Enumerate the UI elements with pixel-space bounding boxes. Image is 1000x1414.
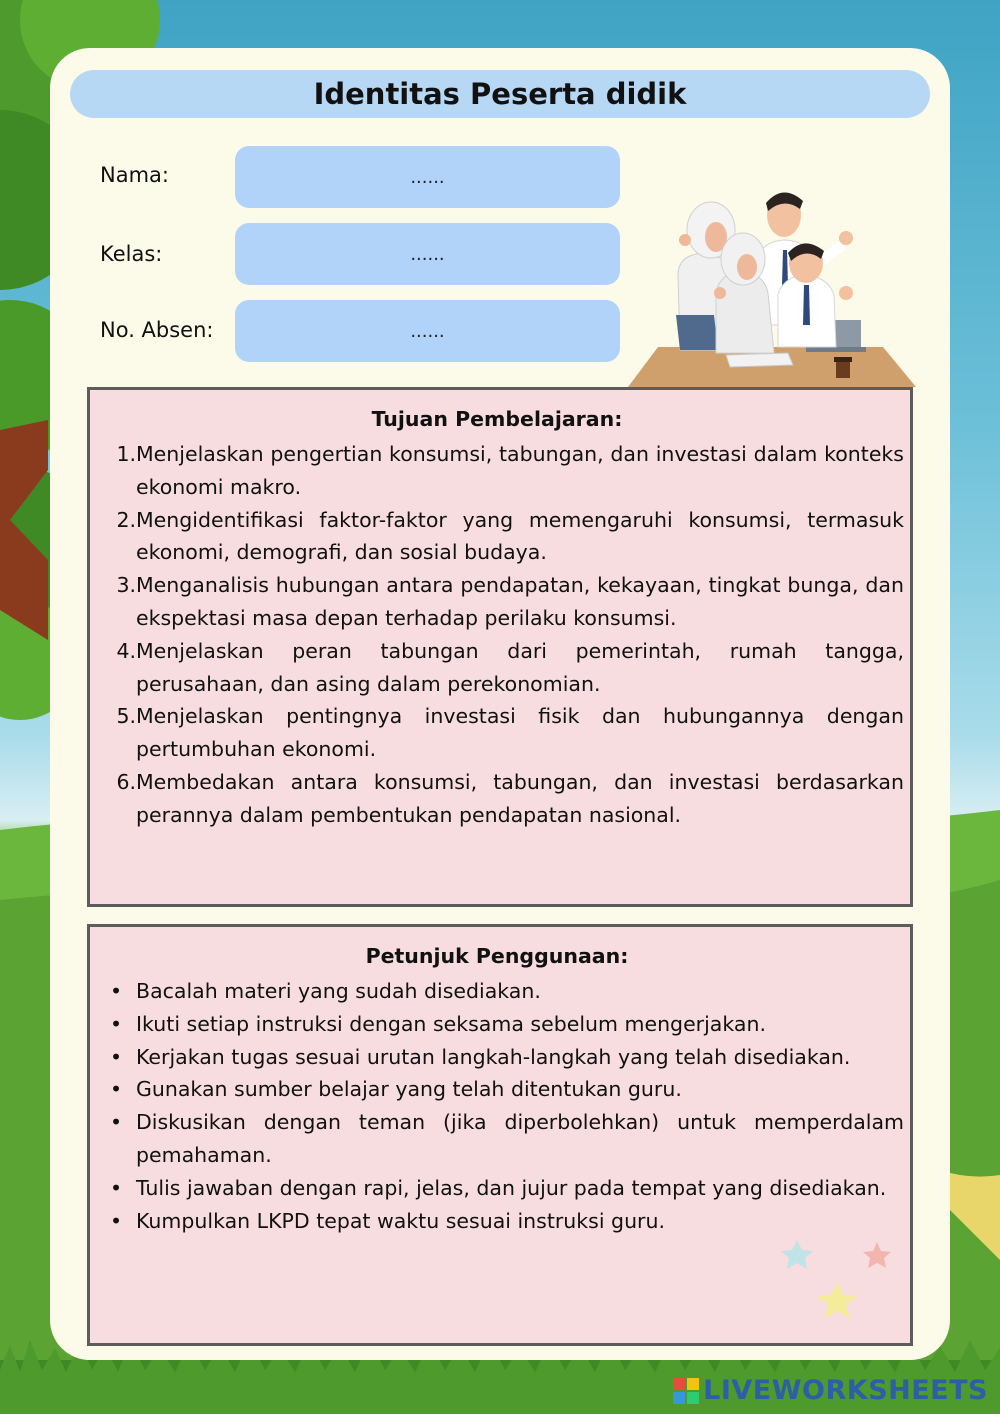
list-item: • Diskusikan dengan teman (jika diperbolehkan) untuk memperdalam pemahaman. <box>90 1106 904 1172</box>
bullet-icon: • <box>110 1208 123 1233</box>
field-label-absen: No. Absen: <box>100 318 214 342</box>
list-item: 3. Menganalisis hubungan antara pendapatan, kekayaan, tingkat bunga, dan ekspektasi masa depan terhadap perilaku konsumsi. <box>116 573 904 630</box>
list-item: • Tulis jawaban dengan rapi, jelas, dan jujur pada tempat yang disediakan. <box>90 1172 904 1205</box>
liveworksheets-logo-icon <box>673 1378 699 1404</box>
learning-goals-title: Tujuan Pembelajaran: <box>371 407 623 431</box>
brand-name: LIVEWORKSHEETS <box>703 1375 988 1406</box>
field-label-kelas: Kelas: <box>100 242 163 266</box>
title-bar <box>70 70 930 118</box>
instructions-title: Petunjuk Penggunaan: <box>365 944 629 968</box>
bullet-icon: • <box>110 1044 123 1069</box>
list-item: 2. Mengidentifikasi faktor-faktor yang memengaruhi konsumsi, termasuk ekonomi, demografi, dan sosial budaya. <box>116 507 904 565</box>
list-item: 4. Menjelaskan peran tabungan dari pemerintah, rumah tangga, perusahaan, dan asing dalam perekonomian. <box>116 638 904 696</box>
bullet-icon: • <box>110 979 123 1003</box>
list-item: • Bacalah materi yang sudah disediakan. <box>90 975 904 1008</box>
bullet-icon: • <box>110 1011 123 1036</box>
stars-decoration <box>775 1230 905 1340</box>
field-label-nama: Nama: <box>100 163 169 187</box>
list-item: • Kumpulkan LKPD tepat waktu sesuai instruksi guru. <box>90 1205 904 1238</box>
bullet-icon: • <box>110 1175 123 1200</box>
absen-input[interactable]: ...... <box>235 300 620 362</box>
bullet-icon: • <box>110 1110 123 1135</box>
page-title: Identitas Peserta didik <box>313 77 687 111</box>
list-item: • Kerjakan tugas sesuai urutan langkah-langkah yang telah disediakan. <box>90 1041 904 1074</box>
list-item: 1. Menjelaskan pengertian konsumsi, tabungan, dan investasi dalam konteks ekonomi makro. <box>116 442 904 499</box>
instructions-list <box>90 975 904 1237</box>
learning-goals-list <box>90 438 904 832</box>
nama-input[interactable]: ...... <box>235 146 620 208</box>
liveworksheets-logo <box>673 1375 988 1406</box>
list-item: • Gunakan sumber belajar yang telah ditentukan guru. <box>90 1073 904 1106</box>
list-item: • Ikuti setiap instruksi dengan seksama sebelum mengerjakan. <box>90 1008 904 1041</box>
students-illustration <box>628 175 918 390</box>
kelas-input[interactable]: ...... <box>235 223 620 285</box>
learning-goals-panel <box>87 387 913 907</box>
list-item: 5. Menjelaskan pentingnya investasi fisik dan hubungannya dengan pertumbuhan ekonomi. <box>116 704 904 762</box>
bullet-icon: • <box>110 1077 123 1102</box>
list-item: 6. Membedakan antara konsumsi, tabungan, dan investasi berdasarkan perannya dalam pembentukan pendapatan nasional. <box>116 769 904 827</box>
